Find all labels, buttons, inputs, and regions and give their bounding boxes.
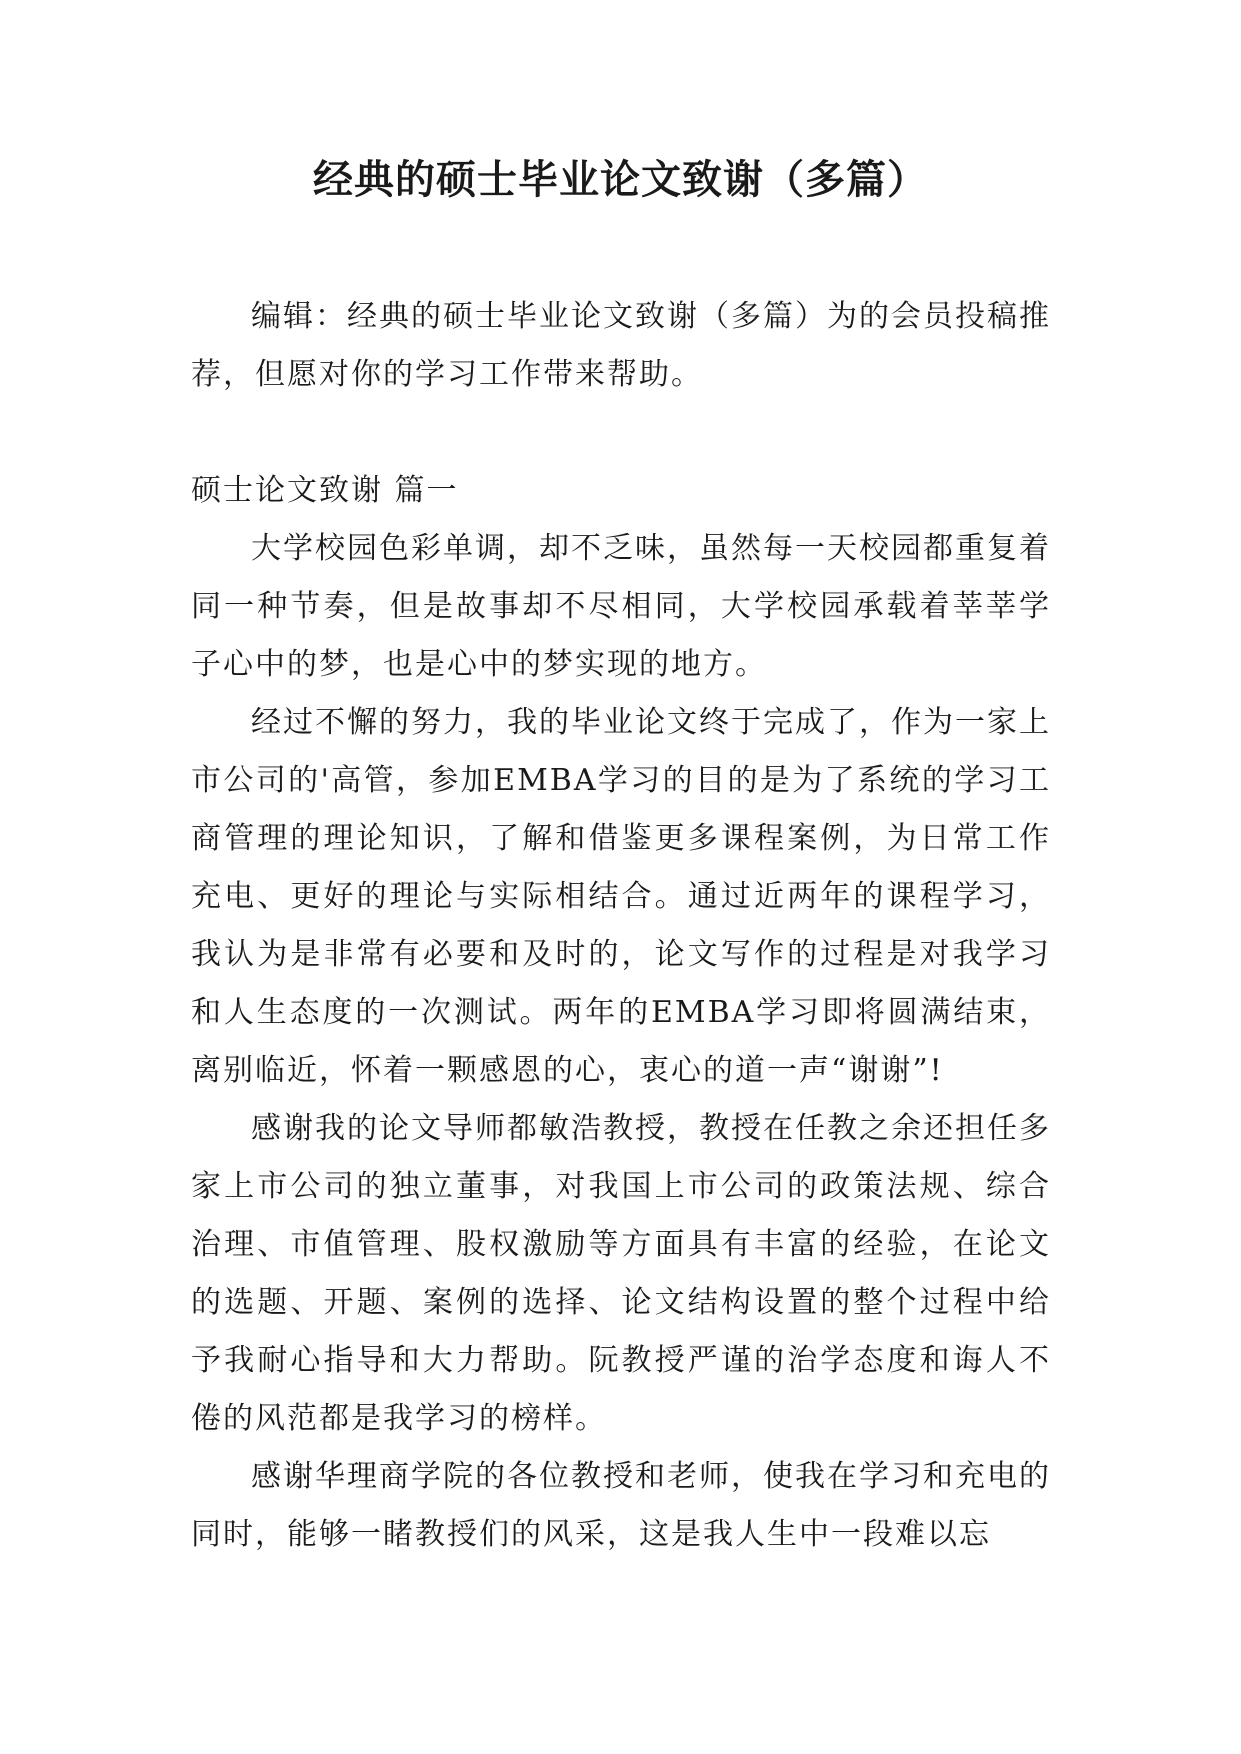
section-heading: 硕士论文致谢 篇一 (191, 473, 459, 508)
document-body (191, 288, 1051, 1564)
body-paragraph-1: 大学校园色彩单调，却不乏味，虽然每一天校园都重复着同一种节奏，但是故事却不尽相同，大学校园承载着莘莘学子心中的梦，也是心中的梦实现的地方。 (191, 531, 1051, 682)
body-paragraph-2: 经过不懈的努力，我的毕业论文终于完成了，作为一家上市公司的'高管，参加EMBA学习的目的是为了系统的学习工商管理的理论知识，了解和借鉴更多课程案例，为日常工作充电、更好的理论与实际相结合。通过近两年的课程学习，我认为是非常有必要和及时的，论文写作的过程是对我学习和人生态度的一次测试。两年的EMBA学习即将圆满结束，离别临近，怀着一颗感恩的心，衷心的道一声“谢谢”! (191, 705, 1051, 1088)
body-paragraph-4: 感谢华理商学院的各位教授和老师，使我在学习和充电的同时，能够一睹教授们的风采，这是我人生中一段难以忘 (191, 1459, 1051, 1552)
document-title: 经典的硕士毕业论文致谢（多篇） (313, 156, 928, 203)
intro-paragraph: 编辑：经典的硕士毕业论文致谢（多篇）为的会员投稿推荐，但愿对你的学习工作带来帮助。 (191, 299, 1051, 392)
spacer (191, 404, 1051, 462)
body-paragraph-3: 感谢我的论文导师都敏浩教授，教授在任教之余还担任多家上市公司的独立董事，对我国上市公司的政策法规、综合治理、市值管理、股权激励等方面具有丰富的经验，在论文的选题、开题、案例的选择、论文结构设置的整个过程中给予我耐心指导和大力帮助。阮教授严谨的治学态度和诲人不倦的风范都是我学习的榜样。 (191, 1111, 1051, 1436)
